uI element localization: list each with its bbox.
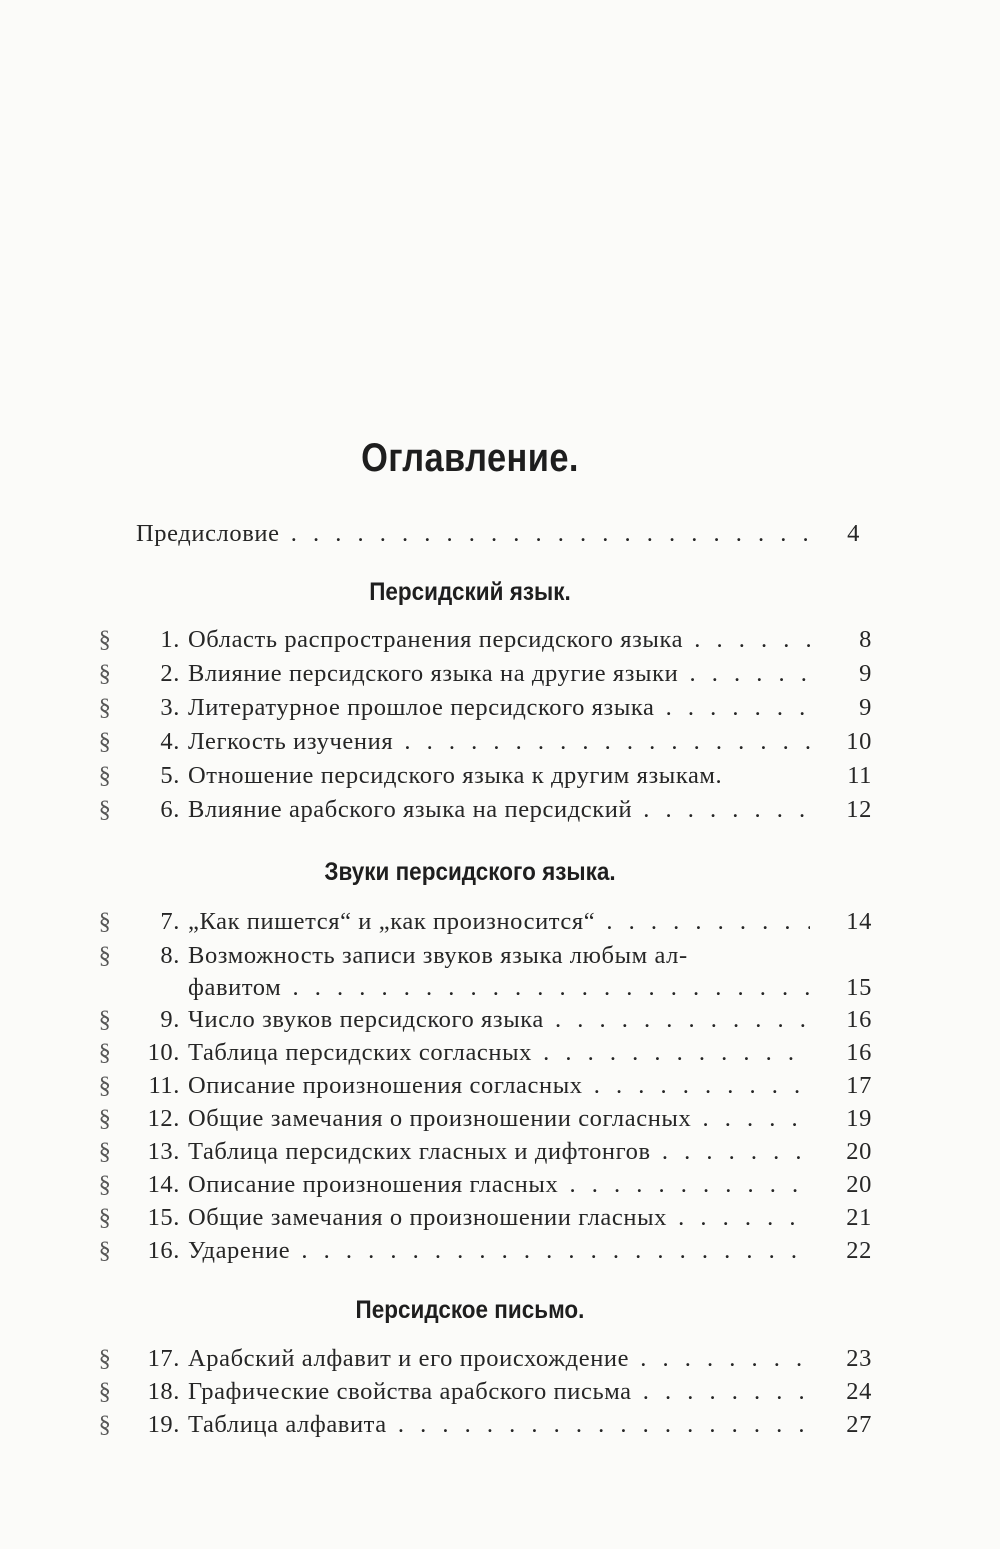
entry-number: 12. [147, 1105, 180, 1132]
entry-page: 16 [846, 1006, 872, 1033]
entry-number: 16. [147, 1237, 180, 1264]
toc-entry [0, 1070, 1000, 1102]
toc-entry [0, 1376, 1000, 1408]
toc-entry [0, 1343, 1000, 1375]
section-sign: § [98, 1411, 112, 1438]
toc-entry [0, 940, 1000, 1001]
toc-entry [0, 1103, 1000, 1135]
entry-number: 6. [160, 796, 180, 823]
entry-number: 2. [160, 660, 180, 687]
entry-page: 20 [846, 1171, 872, 1198]
toc-entry [0, 624, 1000, 656]
toc-entry [0, 658, 1000, 690]
section-sign: § [98, 1237, 112, 1264]
entry-title: Предисловие . . . [136, 518, 810, 550]
toc-entry [0, 794, 1000, 826]
section-title-persian-sounds: Звуки персидского языка. [324, 858, 616, 886]
entry-page: 22 [846, 1237, 872, 1264]
section-title-persian-language: Персидский язык. [369, 578, 571, 606]
toc-entry [0, 1136, 1000, 1168]
entry-title: Описание произношения согласных . . . [188, 1070, 810, 1102]
toc-entry [0, 1037, 1000, 1069]
entry-title: Описание произношения гласных . . . [188, 1169, 810, 1201]
entry-page: 23 [846, 1345, 872, 1372]
entry-title: Таблица персидских гласных и дифтонгов . . . [188, 1136, 810, 1168]
entry-page: 19 [846, 1105, 872, 1132]
entry-number: 18. [147, 1378, 180, 1405]
entry-number: 14. [147, 1171, 180, 1198]
section-sign: § [98, 728, 112, 755]
entry-page: 14 [846, 908, 872, 935]
section-sign: § [98, 1006, 112, 1033]
toc-entry [0, 1004, 1000, 1036]
section-sign: § [98, 908, 112, 935]
section-sign: § [98, 1171, 112, 1198]
entry-title: Число звуков персидского языка . . . [188, 1004, 810, 1036]
section-sign: § [98, 1378, 112, 1405]
page-title: Оглавление. [361, 436, 579, 480]
entry-number: 11. [148, 1072, 180, 1099]
toc-entry [0, 1202, 1000, 1234]
section-sign: § [98, 762, 112, 789]
entry-title: Влияние арабского языка на персидский . . . [188, 794, 810, 826]
entry-title: Общие замечания о произношении согласных . . . [188, 1103, 810, 1135]
entry-title: Возможность записи звуков языка любым ал- [188, 942, 688, 969]
entry-number: 8. [160, 942, 180, 969]
entry-number: 7. [160, 908, 180, 935]
entry-title: Графические свойства арабского письма . . . [188, 1376, 810, 1408]
entry-number: 4. [160, 728, 180, 755]
entry-page: 4 [847, 520, 860, 547]
entry-page: 20 [846, 1138, 872, 1165]
entry-page: 15 [846, 974, 872, 1001]
entry-page: 21 [846, 1204, 872, 1231]
entry-number: 19. [147, 1411, 180, 1438]
entry-number: 5. [160, 762, 180, 789]
toc-entry [0, 726, 1000, 758]
section-title-persian-script: Персидское письмо. [355, 1296, 585, 1324]
section-sign: § [98, 1072, 112, 1099]
toc-entry [0, 1235, 1000, 1267]
entry-number: 3. [160, 694, 180, 721]
entry-page: 27 [846, 1411, 872, 1438]
toc-entry [0, 1169, 1000, 1201]
entry-number: 1. [160, 626, 180, 653]
entry-page: 9 [859, 660, 872, 687]
entry-title: Ударение . . . [188, 1235, 810, 1267]
entry-title: Общие замечания о произношении гласных . . . [188, 1202, 810, 1234]
entry-title: Влияние персидского языка на другие языки . . . [188, 658, 810, 690]
toc-entry [0, 1409, 1000, 1441]
entry-title: Литературное прошлое персидского языка . . . [188, 692, 810, 724]
entry-page: 17 [846, 1072, 872, 1099]
entry-page: 12 [846, 796, 872, 823]
entry-page: 10 [846, 728, 872, 755]
section-sign: § [98, 694, 112, 721]
entry-number: 10. [147, 1039, 180, 1066]
entry-page: 24 [846, 1378, 872, 1405]
entry-number: 13. [147, 1138, 180, 1165]
section-sign: § [98, 660, 112, 687]
section-sign: § [98, 1105, 112, 1132]
entry-number: 15. [147, 1204, 180, 1231]
entry-title: Область распространения персидского языка . . . [188, 624, 810, 656]
toc-entry [0, 692, 1000, 724]
section-sign: § [98, 1204, 112, 1231]
entry-title: Арабский алфавит и его происхождение . . . [188, 1343, 810, 1375]
entry-page: 11 [847, 762, 872, 789]
section-sign: § [98, 942, 112, 969]
entry-title: Таблица алфавита . . . [188, 1409, 810, 1441]
section-sign: § [98, 1039, 112, 1066]
entry-page: 9 [859, 694, 872, 721]
entry-title-continuation: фавитом . . . [188, 972, 810, 1004]
toc-entry [0, 760, 1000, 792]
toc-entry [0, 906, 1000, 938]
section-sign: § [98, 1345, 112, 1372]
section-sign: § [98, 796, 112, 823]
section-sign: § [98, 626, 112, 653]
entry-title: Таблица персидских согласных . . . [188, 1037, 810, 1069]
section-sign: § [98, 1138, 112, 1165]
entry-title: Легкость изучения . . . [188, 726, 810, 758]
entry-number: 9. [160, 1006, 180, 1033]
entry-page: 8 [859, 626, 872, 653]
entry-title: „Как пишется“ и „как произносится“ . . . [188, 906, 810, 938]
entry-number: 17. [147, 1345, 180, 1372]
toc-entry-preface [0, 518, 1000, 550]
entry-title: Отношение персидского языка к другим языкам. [188, 762, 723, 789]
entry-page: 16 [846, 1039, 872, 1066]
